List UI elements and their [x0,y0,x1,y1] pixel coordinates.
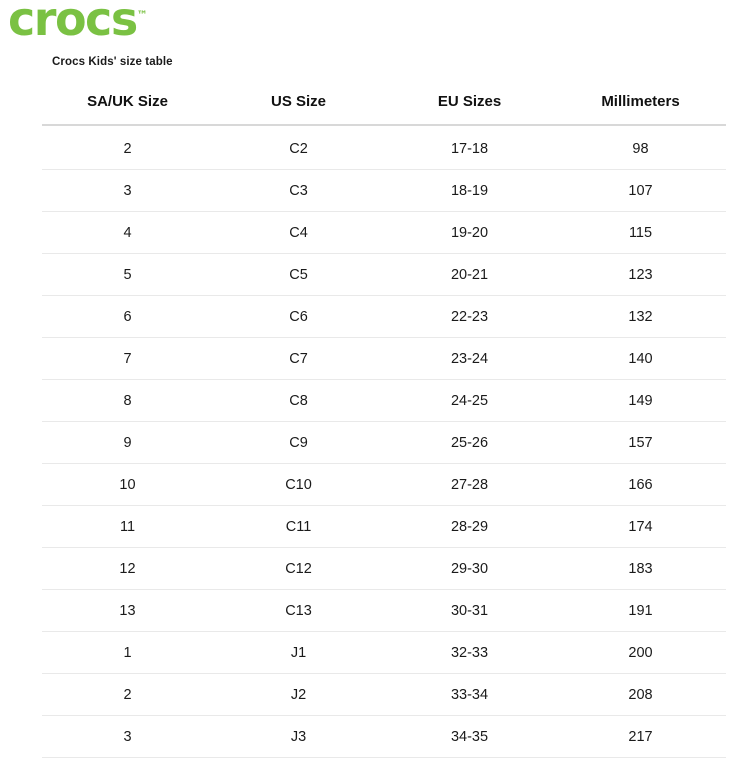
table-row [42,422,726,464]
column-header-us-size: US Size [213,84,384,125]
cell-eu-sizes: 25-26 [384,422,555,464]
cell-sa-uk-size: 7 [42,338,213,380]
table-row [42,125,726,170]
cell-millimeters: 140 [555,338,726,380]
cell-us-size: C12 [213,548,384,590]
cell-us-size: C6 [213,296,384,338]
table-row [42,506,726,548]
cell-sa-uk-size: 2 [42,125,213,170]
cell-millimeters: 191 [555,590,726,632]
cell-us-size: C3 [213,170,384,212]
cell-sa-uk-size: 3 [42,716,213,758]
table-body [42,125,726,758]
cell-sa-uk-size: 11 [42,506,213,548]
cell-us-size: J2 [213,674,384,716]
cell-sa-uk-size: 12 [42,548,213,590]
cell-millimeters: 157 [555,422,726,464]
cell-sa-uk-size: 4 [42,212,213,254]
cell-us-size: C8 [213,380,384,422]
cell-millimeters: 149 [555,380,726,422]
cell-us-size: C9 [213,422,384,464]
table-header-row [42,84,726,125]
cell-eu-sizes: 33-34 [384,674,555,716]
cell-sa-uk-size: 6 [42,296,213,338]
cell-sa-uk-size: 2 [42,674,213,716]
cell-millimeters: 132 [555,296,726,338]
table-row [42,590,726,632]
trademark-symbol: ™ [136,8,148,22]
cell-sa-uk-size: 9 [42,422,213,464]
cell-millimeters: 208 [555,674,726,716]
table-row [42,548,726,590]
size-table [42,84,726,758]
cell-sa-uk-size: 8 [42,380,213,422]
cell-eu-sizes: 18-19 [384,170,555,212]
table-row [42,170,726,212]
table-row [42,296,726,338]
cell-eu-sizes: 20-21 [384,254,555,296]
cell-us-size: J1 [213,632,384,674]
cell-us-size: C7 [213,338,384,380]
cell-eu-sizes: 34-35 [384,716,555,758]
table-row [42,674,726,716]
cell-sa-uk-size: 1 [42,632,213,674]
table-row [42,380,726,422]
cell-millimeters: 115 [555,212,726,254]
cell-eu-sizes: 17-18 [384,125,555,170]
cell-eu-sizes: 30-31 [384,590,555,632]
cell-us-size: C5 [213,254,384,296]
cell-eu-sizes: 32-33 [384,632,555,674]
cell-sa-uk-size: 13 [42,590,213,632]
table-row [42,632,726,674]
cell-millimeters: 107 [555,170,726,212]
cell-sa-uk-size: 5 [42,254,213,296]
cell-eu-sizes: 22-23 [384,296,555,338]
brand-name: crocs [8,0,137,46]
table-row [42,212,726,254]
table-row [42,716,726,758]
cell-us-size: C10 [213,464,384,506]
size-table-wrapper [42,84,726,758]
cell-sa-uk-size: 10 [42,464,213,506]
cell-us-size: J3 [213,716,384,758]
cell-millimeters: 200 [555,632,726,674]
cell-millimeters: 123 [555,254,726,296]
cell-sa-uk-size: 3 [42,170,213,212]
column-header-sa-uk-size: SA/UK Size [42,84,213,125]
cell-millimeters: 174 [555,506,726,548]
cell-eu-sizes: 23-24 [384,338,555,380]
cell-eu-sizes: 24-25 [384,380,555,422]
cell-millimeters: 166 [555,464,726,506]
table-row [42,254,726,296]
column-header-millimeters: Millimeters [555,84,726,125]
cell-eu-sizes: 28-29 [384,506,555,548]
table-header [42,84,726,125]
cell-millimeters: 98 [555,125,726,170]
column-header-eu-sizes: EU Sizes [384,84,555,125]
cell-eu-sizes: 27-28 [384,464,555,506]
cell-us-size: C4 [213,212,384,254]
page-title: Crocs Kids' size table [52,56,173,68]
crocs-logo [8,0,148,46]
cell-eu-sizes: 29-30 [384,548,555,590]
cell-us-size: C2 [213,125,384,170]
table-row [42,464,726,506]
cell-millimeters: 183 [555,548,726,590]
cell-millimeters: 217 [555,716,726,758]
cell-us-size: C11 [213,506,384,548]
table-row [42,338,726,380]
cell-us-size: C13 [213,590,384,632]
cell-eu-sizes: 19-20 [384,212,555,254]
